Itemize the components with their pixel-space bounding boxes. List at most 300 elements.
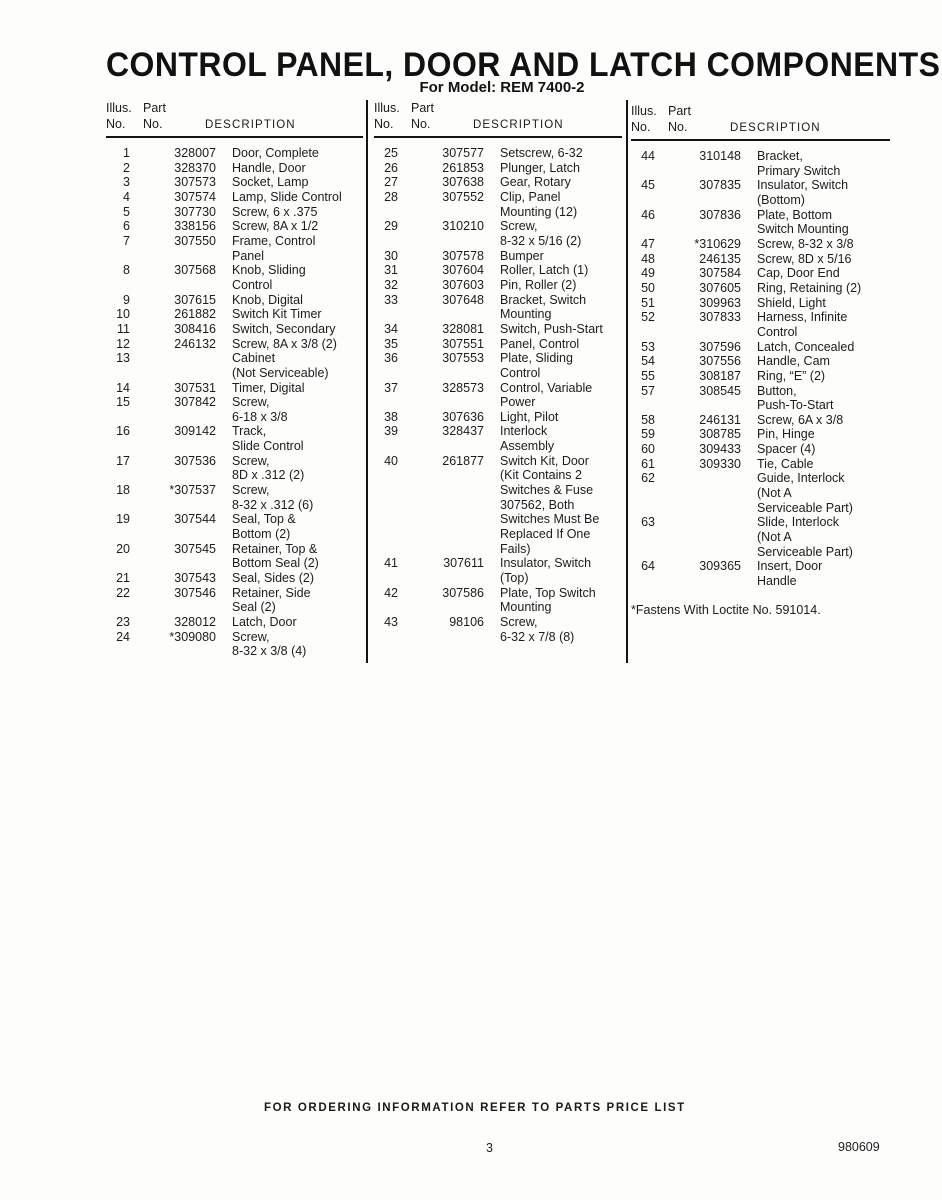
table-row xyxy=(374,454,622,557)
description-line: Insulator, Switch xyxy=(757,178,849,193)
table-row xyxy=(631,310,890,339)
description-line: Screw, 8A x 1/2 xyxy=(232,219,319,234)
description-line: Control xyxy=(500,365,541,380)
parts-rows xyxy=(106,146,363,659)
description-line: Switches & Fuse xyxy=(500,483,594,498)
description-line: Ring, “E” (2) xyxy=(757,368,826,383)
description-line: 8-32 x 3/8 (4) xyxy=(232,644,307,659)
table-row xyxy=(374,381,622,410)
table-row xyxy=(106,146,363,161)
part-no: 246135 xyxy=(699,251,741,266)
table-row xyxy=(374,337,622,352)
description-line: Lamp, Slide Control xyxy=(232,189,342,204)
part-no: 246132 xyxy=(174,336,216,351)
part-no: 307552 xyxy=(442,189,484,204)
header-illus-no: No. xyxy=(106,116,126,131)
description-line: Screw, xyxy=(232,395,270,410)
illus-no: 30 xyxy=(384,248,398,263)
description-line: Seal, Top & xyxy=(232,512,296,527)
description-line: Knob, Digital xyxy=(232,292,303,307)
header-part: Part xyxy=(668,104,691,118)
parts-rows xyxy=(631,149,890,589)
description-line: Control, Variable xyxy=(500,380,593,395)
description-line: Retainer, Top & xyxy=(232,541,318,556)
illus-no: 8 xyxy=(123,263,130,278)
illus-no: 21 xyxy=(116,571,130,586)
illus-no: 33 xyxy=(384,292,398,307)
header-part-no: No. xyxy=(143,116,163,131)
part-no: 308416 xyxy=(174,321,216,336)
part-description xyxy=(216,322,336,337)
parts-column-1 xyxy=(106,101,363,659)
part-no: 307611 xyxy=(443,556,484,571)
description-line: Mounting (12) xyxy=(500,204,578,219)
part-description xyxy=(741,252,852,267)
table-row xyxy=(106,234,363,263)
description-line: Insulator, Switch xyxy=(500,556,592,571)
description-line: Screw, 8A x 3/8 (2) xyxy=(232,336,337,351)
header-description: DESCRIPTION xyxy=(473,118,564,131)
illus-no: 18 xyxy=(116,483,130,498)
description-line: Switch Mounting xyxy=(757,222,849,237)
table-row xyxy=(374,586,622,615)
description-line: Shield, Light xyxy=(757,295,826,310)
part-no: *310629 xyxy=(694,236,741,251)
table-row xyxy=(106,381,363,396)
illus-no: 41 xyxy=(384,556,398,571)
table-row xyxy=(374,293,622,322)
description-line: Pin, Roller (2) xyxy=(500,277,577,292)
description-line: 8-32 x .312 (6) xyxy=(232,497,314,512)
table-row xyxy=(106,586,363,615)
column-header-row2 xyxy=(631,120,890,137)
description-line: Replaced If One xyxy=(500,527,591,542)
column-header-row1 xyxy=(106,101,363,117)
header-description: DESCRIPTION xyxy=(205,118,296,131)
part-description xyxy=(484,351,573,380)
part-no: 308187 xyxy=(699,368,741,383)
illus-no: 27 xyxy=(384,175,398,190)
header-rule xyxy=(631,139,890,141)
table-row xyxy=(106,293,363,308)
table-row xyxy=(374,219,622,248)
table-row xyxy=(106,175,363,190)
column-header-row2 xyxy=(106,117,363,134)
part-no: 308785 xyxy=(699,427,741,442)
table-row xyxy=(106,542,363,571)
description-line: Screw, 8-32 x 3/8 xyxy=(757,236,854,251)
part-description xyxy=(484,381,592,410)
table-row xyxy=(631,266,890,281)
illus-no: 40 xyxy=(384,453,398,468)
part-description xyxy=(741,340,854,355)
description-line: Bottom Seal (2) xyxy=(232,556,319,571)
part-no: 309142 xyxy=(174,424,216,439)
illus-no: 57 xyxy=(641,383,655,398)
column-divider xyxy=(366,100,368,663)
description-line: Handle, Cam xyxy=(757,354,830,369)
illus-no: 34 xyxy=(384,321,398,336)
table-row xyxy=(631,149,890,178)
header-part-no: No. xyxy=(411,116,431,131)
part-description xyxy=(741,296,826,311)
description-line: Screw, 6 x .375 xyxy=(232,204,318,219)
part-no: 328007 xyxy=(174,146,216,160)
description-line: Bracket, Switch xyxy=(500,292,587,307)
part-description xyxy=(741,310,847,339)
description-line: Switch Kit Timer xyxy=(232,307,322,322)
table-row xyxy=(631,252,890,267)
part-no: 307604 xyxy=(442,263,484,278)
table-row xyxy=(374,322,622,337)
part-no: 307536 xyxy=(174,453,216,468)
illus-no: 44 xyxy=(641,149,655,163)
illus-no: 10 xyxy=(116,307,130,322)
part-description xyxy=(216,146,319,161)
table-row xyxy=(374,556,622,585)
table-row xyxy=(631,515,890,559)
table-row xyxy=(106,307,363,322)
illus-no: 48 xyxy=(641,251,655,266)
table-row xyxy=(631,208,890,237)
table-row xyxy=(374,351,622,380)
table-row xyxy=(631,296,890,311)
description-line: Ring, Retaining (2) xyxy=(757,280,862,295)
part-description xyxy=(216,337,337,352)
header-rule xyxy=(106,136,363,138)
illus-no: 32 xyxy=(384,277,398,292)
description-line: Gear, Rotary xyxy=(500,175,571,190)
table-row xyxy=(631,178,890,207)
part-no: 309365 xyxy=(699,559,741,574)
illus-no: 12 xyxy=(116,336,130,351)
part-description xyxy=(216,263,306,292)
part-no: 307584 xyxy=(699,266,741,281)
description-line: Plunger, Latch xyxy=(500,160,580,175)
illus-no: 47 xyxy=(641,236,655,251)
part-description xyxy=(216,234,315,263)
description-line: Plate, Top Switch xyxy=(500,585,596,600)
description-line: Latch, Concealed xyxy=(757,339,855,354)
part-no: 309963 xyxy=(699,295,741,310)
description-line: Screw, xyxy=(500,219,538,234)
header-illus: Illus. xyxy=(631,104,657,118)
part-description xyxy=(484,454,599,557)
part-description xyxy=(484,249,544,264)
description-line: Panel, Control xyxy=(500,336,580,351)
part-no: 307615 xyxy=(174,292,216,307)
part-no: 261877 xyxy=(442,453,484,468)
header-part: Part xyxy=(143,101,166,115)
part-no: 307835 xyxy=(699,178,741,193)
illus-no: 22 xyxy=(116,585,130,600)
part-description xyxy=(484,219,581,248)
part-description xyxy=(484,337,579,352)
part-no: 310148 xyxy=(699,149,741,163)
header-part: Part xyxy=(411,101,434,115)
illus-no: 60 xyxy=(641,442,655,457)
illus-no: 49 xyxy=(641,266,655,281)
description-line: Roller, Latch (1) xyxy=(500,263,589,278)
part-description xyxy=(216,205,317,220)
part-no: 328012 xyxy=(174,615,216,629)
table-row xyxy=(631,354,890,369)
column-header-row2 xyxy=(374,117,622,134)
part-no: 307546 xyxy=(174,585,216,600)
part-description xyxy=(484,293,586,322)
parts-rows xyxy=(374,146,622,644)
illus-no: 51 xyxy=(641,295,655,310)
description-line: Insert, Door xyxy=(757,559,823,574)
part-no: 307573 xyxy=(174,175,216,190)
part-no: 307836 xyxy=(699,207,741,222)
description-line: Switch, Push-Start xyxy=(500,321,603,336)
description-line: Primary Switch xyxy=(757,163,841,178)
part-description xyxy=(741,515,853,559)
illus-no: 61 xyxy=(641,456,655,471)
illus-no: 14 xyxy=(116,380,130,395)
page-number: 3 xyxy=(486,1141,493,1155)
illus-no: 9 xyxy=(123,292,130,307)
part-description xyxy=(741,442,815,457)
illus-no: 6 xyxy=(123,219,130,234)
illus-no: 3 xyxy=(123,175,130,190)
part-description xyxy=(216,395,288,424)
description-line: Bottom (2) xyxy=(232,527,291,542)
description-line: 6-18 x 3/8 xyxy=(232,409,288,424)
description-line: Plate, Bottom xyxy=(757,207,833,222)
description-line: Screw, xyxy=(232,453,270,468)
part-description xyxy=(216,586,311,615)
part-description xyxy=(741,354,830,369)
table-row xyxy=(106,161,363,176)
description-line: (Kit Contains 2 xyxy=(500,468,582,483)
description-line: (Not A xyxy=(757,530,792,545)
part-no: 307543 xyxy=(174,571,216,586)
part-description xyxy=(216,630,306,659)
header-part-no: No. xyxy=(668,119,688,134)
part-description xyxy=(741,559,822,588)
description-line: Mounting xyxy=(500,600,552,615)
part-description xyxy=(741,281,861,296)
description-line: (Not A xyxy=(757,486,792,501)
table-row xyxy=(106,263,363,292)
part-description xyxy=(216,190,342,205)
description-line: Cap, Door End xyxy=(757,266,840,281)
part-description xyxy=(216,615,297,630)
table-row xyxy=(106,351,363,380)
illus-no: 19 xyxy=(116,512,130,527)
table-row xyxy=(631,237,890,252)
illus-no: 55 xyxy=(641,368,655,383)
part-description xyxy=(741,457,814,472)
header-description: DESCRIPTION xyxy=(730,121,821,134)
table-row xyxy=(106,615,363,630)
illus-no: 26 xyxy=(384,160,398,175)
description-line: Slide, Interlock xyxy=(757,515,839,530)
part-no: 307545 xyxy=(174,541,216,556)
part-description xyxy=(484,424,554,453)
description-line: Timer, Digital xyxy=(232,380,305,395)
description-line: Control xyxy=(757,324,798,339)
part-description xyxy=(216,219,318,234)
table-row xyxy=(631,369,890,384)
description-line: Socket, Lamp xyxy=(232,175,309,190)
description-line: Screw, 8D x 5/16 xyxy=(757,251,852,266)
description-line: 307562, Both xyxy=(500,497,575,512)
part-description xyxy=(216,424,304,453)
part-description xyxy=(484,175,571,190)
table-row xyxy=(374,249,622,264)
part-description xyxy=(216,381,304,396)
table-row xyxy=(106,205,363,220)
illus-no: 62 xyxy=(641,471,655,486)
part-description xyxy=(216,293,303,308)
part-no: 307586 xyxy=(442,585,484,600)
part-no: 338156 xyxy=(174,219,216,234)
part-no: 261882 xyxy=(174,307,216,322)
illus-no: 64 xyxy=(641,559,655,574)
part-description xyxy=(216,454,304,483)
part-description xyxy=(216,542,319,571)
illus-no: 31 xyxy=(384,263,398,278)
table-row xyxy=(631,442,890,457)
table-row xyxy=(374,175,622,190)
description-line: Screw, 6A x 3/8 xyxy=(757,412,844,427)
illus-no: 36 xyxy=(384,351,398,366)
illus-no: 5 xyxy=(123,204,130,219)
part-description xyxy=(216,483,313,512)
part-no: 307730 xyxy=(174,204,216,219)
description-line: Cabinet xyxy=(232,351,276,366)
illus-no: 4 xyxy=(123,189,130,204)
description-line: Screw, xyxy=(232,483,270,498)
page-title: CONTROL PANEL, DOOR AND LATCH COMPONENTS xyxy=(106,46,941,84)
part-description xyxy=(216,307,322,322)
table-row xyxy=(374,278,622,293)
illus-no: 23 xyxy=(116,615,130,629)
illus-no: 39 xyxy=(384,424,398,439)
part-description xyxy=(216,175,308,190)
table-row xyxy=(106,454,363,483)
description-line: 8-32 x 5/16 (2) xyxy=(500,233,582,248)
column-divider xyxy=(626,100,628,663)
illus-no: 13 xyxy=(116,351,130,366)
table-row xyxy=(631,559,890,588)
description-line: Fails) xyxy=(500,541,531,556)
description-line: Push-To-Start xyxy=(757,398,834,413)
illus-no: 29 xyxy=(384,219,398,234)
table-row xyxy=(106,190,363,205)
description-line: Spacer (4) xyxy=(757,442,816,457)
illus-no: 20 xyxy=(116,541,130,556)
table-row xyxy=(374,410,622,425)
part-no: 98106 xyxy=(449,615,484,629)
parts-column-2 xyxy=(374,101,622,644)
part-description xyxy=(216,351,329,380)
illus-no: 42 xyxy=(384,585,398,600)
part-description xyxy=(741,237,854,252)
part-no: 309433 xyxy=(699,442,741,457)
table-row xyxy=(631,427,890,442)
table-row xyxy=(374,615,622,644)
table-row xyxy=(374,146,622,161)
description-line: Power xyxy=(500,395,536,410)
part-description xyxy=(216,512,296,541)
table-row xyxy=(631,471,890,515)
illus-no: 28 xyxy=(384,189,398,204)
part-no: 308545 xyxy=(699,383,741,398)
part-description xyxy=(484,586,596,615)
table-row xyxy=(631,457,890,472)
part-description xyxy=(484,190,577,219)
part-description xyxy=(741,208,849,237)
table-row xyxy=(106,424,363,453)
description-line: Bracket, xyxy=(757,149,803,163)
illus-no: 17 xyxy=(116,453,130,468)
description-line: Handle xyxy=(757,574,797,589)
table-row xyxy=(374,161,622,176)
part-no: 328081 xyxy=(442,321,484,336)
part-no: 307596 xyxy=(699,339,741,354)
part-no: 328370 xyxy=(174,160,216,175)
part-no: 307531 xyxy=(174,380,216,395)
table-row xyxy=(374,263,622,278)
part-no: 307842 xyxy=(174,395,216,410)
part-no: 307553 xyxy=(442,351,484,366)
part-description xyxy=(484,556,591,585)
illus-no: 46 xyxy=(641,207,655,222)
illus-no: 2 xyxy=(123,160,130,175)
part-description xyxy=(741,471,853,515)
illus-no: 45 xyxy=(641,178,655,193)
part-no: 307556 xyxy=(699,354,741,369)
part-no: 309330 xyxy=(699,456,741,471)
illus-no: 24 xyxy=(116,629,130,644)
column-header-row1 xyxy=(374,101,622,117)
description-line: Knob, Sliding xyxy=(232,263,306,278)
ordering-note: FOR ORDERING INFORMATION REFER TO PARTS PRICE LIST xyxy=(264,1102,686,1114)
header-illus-no: No. xyxy=(374,116,394,131)
part-no: 307833 xyxy=(699,310,741,325)
description-line: Setscrew, 6-32 xyxy=(500,146,583,160)
part-description xyxy=(741,178,848,207)
description-line: Door, Complete xyxy=(232,146,319,160)
table-row xyxy=(106,630,363,659)
description-line: Harness, Infinite xyxy=(757,310,848,325)
illus-no: 53 xyxy=(641,339,655,354)
part-no: 307636 xyxy=(442,409,484,424)
part-description xyxy=(484,322,603,337)
description-line: Guide, Interlock xyxy=(757,471,845,486)
description-line: Seal (2) xyxy=(232,600,276,615)
table-row xyxy=(106,337,363,352)
illus-no: 50 xyxy=(641,280,655,295)
description-line: Bumper xyxy=(500,248,544,263)
illus-no: 7 xyxy=(123,233,130,248)
header-rule xyxy=(374,136,622,138)
description-line: 6-32 x 7/8 (8) xyxy=(500,629,575,644)
part-no: 307550 xyxy=(174,233,216,248)
part-description xyxy=(484,146,583,161)
description-line: Control xyxy=(232,277,273,292)
illus-no: 63 xyxy=(641,515,655,530)
description-line: Interlock xyxy=(500,424,548,439)
part-no: 307578 xyxy=(442,248,484,263)
illus-no: 11 xyxy=(117,321,130,336)
illus-no: 16 xyxy=(116,424,130,439)
table-row xyxy=(106,219,363,234)
